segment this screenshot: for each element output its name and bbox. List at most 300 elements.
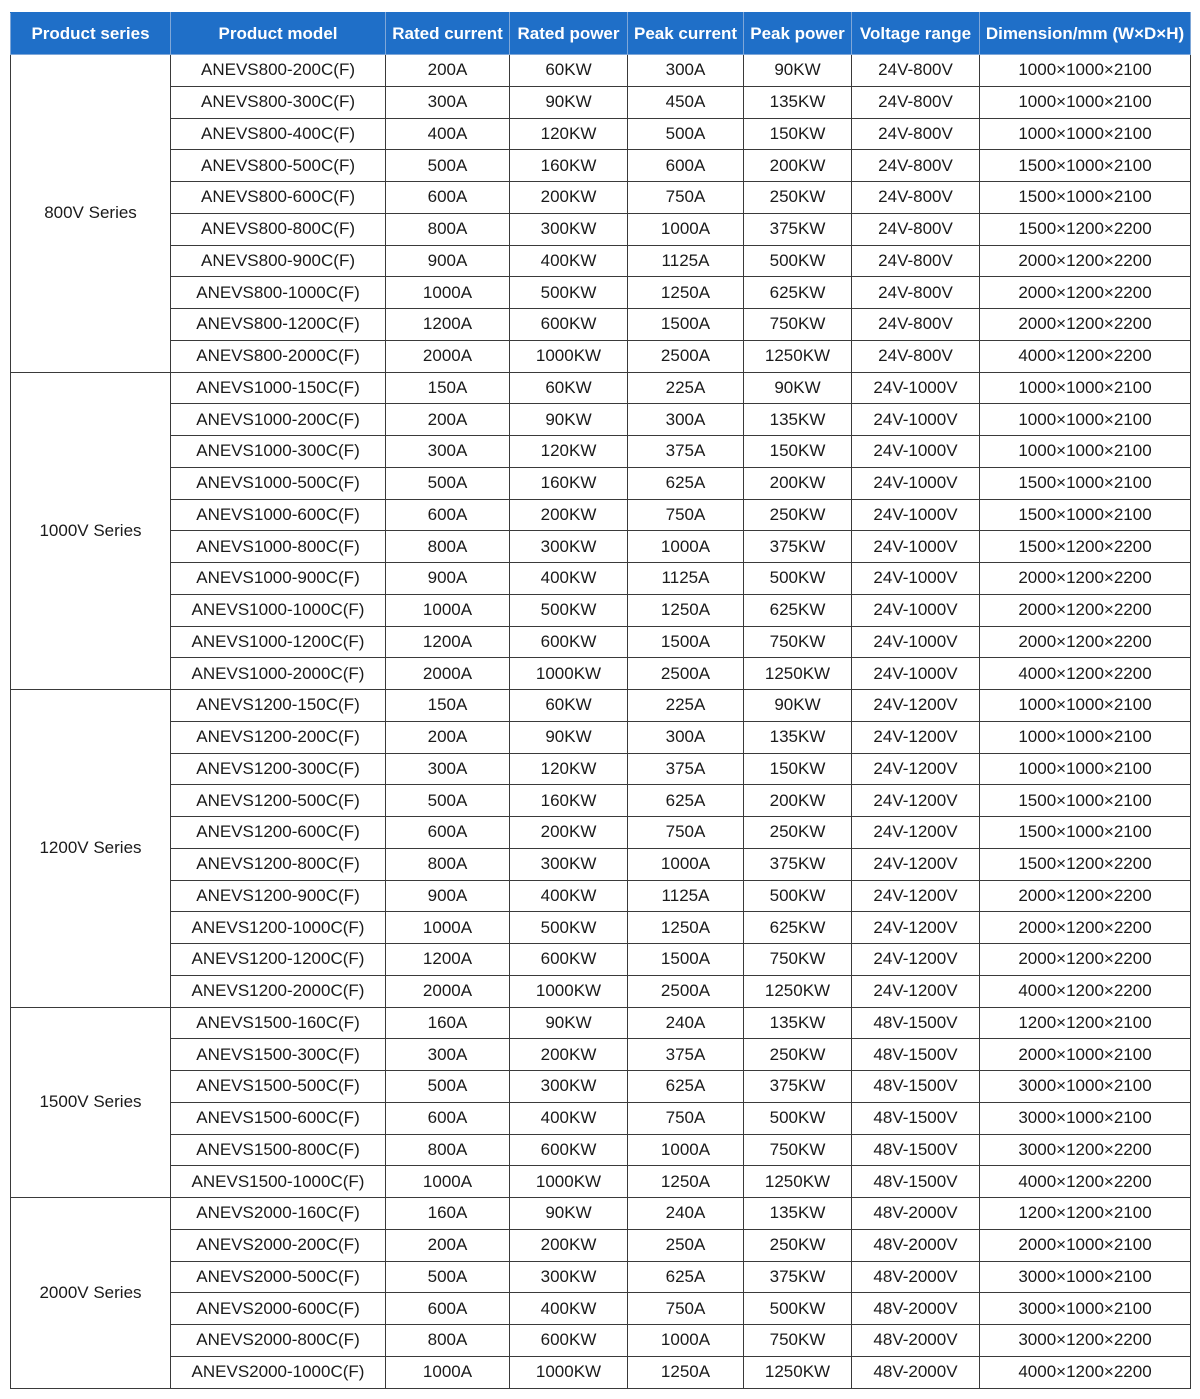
rated-power-cell: 160KW [510,150,628,182]
rated-power-cell: 90KW [510,1198,628,1230]
voltage-range-cell: 24V-1200V [852,785,980,817]
dimension-cell: 1500×1200×2200 [980,531,1191,563]
peak-current-cell: 1500A [628,626,744,658]
product-model-cell: ANEVS1000-800C(F) [171,531,386,563]
peak-power-cell: 90KW [744,372,852,404]
header-row [11,13,1191,55]
rated-current-cell: 500A [386,150,510,182]
voltage-range-cell: 24V-1200V [852,975,980,1007]
peak-power-cell: 135KW [744,721,852,753]
peak-power-cell: 375KW [744,213,852,245]
product-model-cell: ANEVS1500-160C(F) [171,1007,386,1039]
peak-current-cell: 250A [628,1229,744,1261]
voltage-range-cell: 24V-1200V [852,817,980,849]
rated-power-cell: 200KW [510,1229,628,1261]
table-row [11,1261,1191,1293]
voltage-range-cell: 48V-2000V [852,1198,980,1230]
product-model-cell: ANEVS1200-500C(F) [171,785,386,817]
peak-power-cell: 500KW [744,880,852,912]
header-voltage-range: Voltage range [852,13,980,55]
rated-power-cell: 160KW [510,467,628,499]
table-row [11,436,1191,468]
rated-current-cell: 800A [386,1134,510,1166]
voltage-range-cell: 24V-800V [852,182,980,214]
voltage-range-cell: 24V-1200V [852,721,980,753]
rated-power-cell: 600KW [510,1325,628,1357]
table-row [11,817,1191,849]
rated-power-cell: 200KW [510,499,628,531]
peak-current-cell: 625A [628,785,744,817]
peak-current-cell: 2500A [628,975,744,1007]
table-row [11,880,1191,912]
spec-table [10,12,1191,1389]
table-row [11,594,1191,626]
voltage-range-cell: 24V-1000V [852,531,980,563]
table-row [11,1229,1191,1261]
rated-power-cell: 600KW [510,626,628,658]
rated-power-cell: 90KW [510,1007,628,1039]
peak-current-cell: 625A [628,1071,744,1103]
dimension-cell: 3000×1200×2200 [980,1134,1191,1166]
table-row [11,975,1191,1007]
voltage-range-cell: 24V-1200V [852,848,980,880]
rated-current-cell: 150A [386,690,510,722]
product-model-cell: ANEVS800-2000C(F) [171,340,386,372]
header-dimension: Dimension/mm (W×D×H) [980,13,1191,55]
table-row [11,309,1191,341]
rated-current-cell: 2000A [386,340,510,372]
product-model-cell: ANEVS1200-300C(F) [171,753,386,785]
voltage-range-cell: 24V-1000V [852,658,980,690]
peak-current-cell: 1125A [628,563,744,595]
rated-current-cell: 1200A [386,944,510,976]
table-row [11,626,1191,658]
voltage-range-cell: 24V-1000V [852,594,980,626]
table-row [11,499,1191,531]
voltage-range-cell: 24V-800V [852,309,980,341]
peak-current-cell: 1000A [628,213,744,245]
peak-power-cell: 625KW [744,277,852,309]
peak-current-cell: 1250A [628,912,744,944]
peak-power-cell: 250KW [744,182,852,214]
product-model-cell: ANEVS1000-1000C(F) [171,594,386,626]
rated-power-cell: 600KW [510,944,628,976]
peak-power-cell: 200KW [744,467,852,499]
peak-current-cell: 375A [628,753,744,785]
table-row [11,1071,1191,1103]
product-series-cell: 1000V Series [11,372,171,690]
peak-power-cell: 1250KW [744,1166,852,1198]
rated-power-cell: 160KW [510,785,628,817]
rated-current-cell: 900A [386,880,510,912]
voltage-range-cell: 48V-2000V [852,1229,980,1261]
peak-power-cell: 375KW [744,531,852,563]
product-series-cell: 2000V Series [11,1198,171,1389]
table-row [11,118,1191,150]
peak-power-cell: 150KW [744,753,852,785]
peak-current-cell: 1125A [628,245,744,277]
peak-power-cell: 200KW [744,785,852,817]
rated-current-cell: 600A [386,499,510,531]
peak-current-cell: 1250A [628,594,744,626]
product-model-cell: ANEVS800-500C(F) [171,150,386,182]
voltage-range-cell: 48V-1500V [852,1102,980,1134]
voltage-range-cell: 24V-1200V [852,912,980,944]
peak-current-cell: 1000A [628,848,744,880]
product-model-cell: ANEVS2000-500C(F) [171,1261,386,1293]
peak-power-cell: 250KW [744,499,852,531]
rated-current-cell: 1000A [386,1356,510,1388]
product-model-cell: ANEVS1000-1200C(F) [171,626,386,658]
voltage-range-cell: 24V-800V [852,340,980,372]
rated-current-cell: 160A [386,1198,510,1230]
peak-power-cell: 1250KW [744,975,852,1007]
rated-current-cell: 300A [386,1039,510,1071]
table-row [11,182,1191,214]
table-row [11,467,1191,499]
dimension-cell: 2000×1200×2200 [980,880,1191,912]
rated-current-cell: 1000A [386,1166,510,1198]
voltage-range-cell: 24V-800V [852,55,980,87]
peak-current-cell: 1250A [628,1356,744,1388]
rated-current-cell: 500A [386,785,510,817]
peak-current-cell: 1000A [628,1134,744,1166]
table-row [11,1039,1191,1071]
peak-current-cell: 750A [628,182,744,214]
header-product-model: Product model [171,13,386,55]
table-row [11,690,1191,722]
table-row [11,1007,1191,1039]
product-model-cell: ANEVS1500-500C(F) [171,1071,386,1103]
product-model-cell: ANEVS800-300C(F) [171,86,386,118]
peak-current-cell: 1500A [628,309,744,341]
rated-power-cell: 300KW [510,213,628,245]
product-model-cell: ANEVS2000-600C(F) [171,1293,386,1325]
dimension-cell: 1500×1200×2200 [980,213,1191,245]
peak-power-cell: 375KW [744,1071,852,1103]
rated-current-cell: 800A [386,848,510,880]
table-row [11,785,1191,817]
voltage-range-cell: 48V-1500V [852,1039,980,1071]
rated-power-cell: 120KW [510,753,628,785]
dimension-cell: 1000×1000×2100 [980,118,1191,150]
product-model-cell: ANEVS1200-200C(F) [171,721,386,753]
dimension-cell: 2000×1000×2100 [980,1039,1191,1071]
dimension-cell: 4000×1200×2200 [980,340,1191,372]
table-row [11,1102,1191,1134]
product-model-cell: ANEVS2000-800C(F) [171,1325,386,1357]
peak-current-cell: 1125A [628,880,744,912]
peak-current-cell: 750A [628,817,744,849]
rated-power-cell: 300KW [510,1071,628,1103]
product-model-cell: ANEVS800-400C(F) [171,118,386,150]
dimension-cell: 2000×1000×2100 [980,1229,1191,1261]
header-peak-power: Peak power [744,13,852,55]
peak-power-cell: 500KW [744,245,852,277]
table-row [11,721,1191,753]
peak-current-cell: 1000A [628,531,744,563]
peak-power-cell: 750KW [744,1134,852,1166]
product-model-cell: ANEVS1000-900C(F) [171,563,386,595]
peak-current-cell: 300A [628,404,744,436]
peak-power-cell: 750KW [744,1325,852,1357]
product-series-cell: 1500V Series [11,1007,171,1198]
header-rated-power: Rated power [510,13,628,55]
voltage-range-cell: 48V-1500V [852,1166,980,1198]
table-row [11,1293,1191,1325]
rated-current-cell: 2000A [386,658,510,690]
rated-current-cell: 900A [386,563,510,595]
table-row [11,563,1191,595]
product-model-cell: ANEVS1500-600C(F) [171,1102,386,1134]
voltage-range-cell: 24V-1200V [852,753,980,785]
peak-power-cell: 500KW [744,1102,852,1134]
product-series-cell: 800V Series [11,55,171,373]
dimension-cell: 1500×1000×2100 [980,785,1191,817]
voltage-range-cell: 48V-2000V [852,1356,980,1388]
dimension-cell: 1500×1000×2100 [980,182,1191,214]
table-row [11,55,1191,87]
peak-power-cell: 750KW [744,309,852,341]
product-model-cell: ANEVS800-1200C(F) [171,309,386,341]
rated-power-cell: 90KW [510,86,628,118]
product-model-cell: ANEVS1200-800C(F) [171,848,386,880]
rated-power-cell: 200KW [510,182,628,214]
voltage-range-cell: 24V-800V [852,86,980,118]
rated-power-cell: 500KW [510,912,628,944]
peak-current-cell: 240A [628,1198,744,1230]
table-row [11,912,1191,944]
peak-power-cell: 250KW [744,1229,852,1261]
peak-current-cell: 1500A [628,944,744,976]
peak-power-cell: 375KW [744,1261,852,1293]
table-row [11,1356,1191,1388]
table-body [11,55,1191,1389]
dimension-cell: 1000×1000×2100 [980,55,1191,87]
dimension-cell: 1200×1200×2100 [980,1007,1191,1039]
rated-current-cell: 600A [386,1293,510,1325]
voltage-range-cell: 24V-1000V [852,563,980,595]
rated-current-cell: 800A [386,213,510,245]
rated-current-cell: 500A [386,1071,510,1103]
rated-power-cell: 1000KW [510,658,628,690]
dimension-cell: 3000×1200×2200 [980,1325,1191,1357]
rated-power-cell: 500KW [510,277,628,309]
voltage-range-cell: 24V-800V [852,245,980,277]
dimension-cell: 4000×1200×2200 [980,1356,1191,1388]
peak-current-cell: 240A [628,1007,744,1039]
peak-power-cell: 250KW [744,1039,852,1071]
rated-power-cell: 300KW [510,848,628,880]
voltage-range-cell: 48V-2000V [852,1293,980,1325]
peak-power-cell: 90KW [744,55,852,87]
dimension-cell: 1000×1000×2100 [980,753,1191,785]
dimension-cell: 1500×1200×2200 [980,848,1191,880]
voltage-range-cell: 24V-800V [852,150,980,182]
rated-current-cell: 500A [386,1261,510,1293]
dimension-cell: 1000×1000×2100 [980,372,1191,404]
rated-current-cell: 600A [386,182,510,214]
rated-power-cell: 500KW [510,594,628,626]
product-model-cell: ANEVS1000-500C(F) [171,467,386,499]
table-row [11,372,1191,404]
dimension-cell: 3000×1000×2100 [980,1261,1191,1293]
dimension-cell: 4000×1200×2200 [980,975,1191,1007]
dimension-cell: 1500×1000×2100 [980,817,1191,849]
peak-power-cell: 135KW [744,1198,852,1230]
product-model-cell: ANEVS800-600C(F) [171,182,386,214]
rated-power-cell: 200KW [510,817,628,849]
dimension-cell: 3000×1000×2100 [980,1102,1191,1134]
dimension-cell: 2000×1200×2200 [980,309,1191,341]
table-row [11,1166,1191,1198]
peak-current-cell: 1000A [628,1325,744,1357]
product-model-cell: ANEVS1200-150C(F) [171,690,386,722]
peak-power-cell: 375KW [744,848,852,880]
table-row [11,1134,1191,1166]
voltage-range-cell: 24V-1000V [852,467,980,499]
peak-power-cell: 1250KW [744,340,852,372]
peak-current-cell: 500A [628,118,744,150]
voltage-range-cell: 24V-1200V [852,880,980,912]
rated-power-cell: 60KW [510,372,628,404]
product-model-cell: ANEVS2000-200C(F) [171,1229,386,1261]
peak-power-cell: 250KW [744,817,852,849]
dimension-cell: 1000×1000×2100 [980,404,1191,436]
rated-current-cell: 200A [386,1229,510,1261]
dimension-cell: 1000×1000×2100 [980,721,1191,753]
peak-current-cell: 2500A [628,340,744,372]
product-model-cell: ANEVS1200-600C(F) [171,817,386,849]
rated-power-cell: 1000KW [510,975,628,1007]
product-model-cell: ANEVS1500-300C(F) [171,1039,386,1071]
peak-current-cell: 450A [628,86,744,118]
peak-current-cell: 2500A [628,658,744,690]
peak-current-cell: 1250A [628,277,744,309]
product-series-cell: 1200V Series [11,690,171,1008]
product-model-cell: ANEVS1000-300C(F) [171,436,386,468]
peak-current-cell: 225A [628,372,744,404]
voltage-range-cell: 48V-2000V [852,1261,980,1293]
rated-current-cell: 1200A [386,309,510,341]
product-model-cell: ANEVS1200-2000C(F) [171,975,386,1007]
rated-power-cell: 400KW [510,245,628,277]
dimension-cell: 2000×1200×2200 [980,626,1191,658]
dimension-cell: 1000×1000×2100 [980,690,1191,722]
voltage-range-cell: 24V-1000V [852,372,980,404]
rated-power-cell: 300KW [510,1261,628,1293]
table-row [11,753,1191,785]
rated-power-cell: 600KW [510,309,628,341]
rated-current-cell: 1000A [386,594,510,626]
rated-current-cell: 800A [386,1325,510,1357]
peak-power-cell: 1250KW [744,1356,852,1388]
dimension-cell: 2000×1200×2200 [980,944,1191,976]
header-product-series: Product series [11,13,171,55]
table-row [11,213,1191,245]
peak-current-cell: 625A [628,467,744,499]
dimension-cell: 1200×1200×2100 [980,1198,1191,1230]
product-model-cell: ANEVS1500-800C(F) [171,1134,386,1166]
table-row [11,245,1191,277]
product-model-cell: ANEVS1200-1000C(F) [171,912,386,944]
dimension-cell: 3000×1000×2100 [980,1293,1191,1325]
peak-power-cell: 90KW [744,690,852,722]
voltage-range-cell: 48V-1500V [852,1071,980,1103]
peak-current-cell: 300A [628,721,744,753]
peak-power-cell: 150KW [744,118,852,150]
product-model-cell: ANEVS1000-150C(F) [171,372,386,404]
peak-power-cell: 135KW [744,1007,852,1039]
dimension-cell: 2000×1200×2200 [980,912,1191,944]
rated-current-cell: 300A [386,753,510,785]
rated-current-cell: 200A [386,721,510,753]
rated-power-cell: 60KW [510,55,628,87]
rated-power-cell: 1000KW [510,340,628,372]
table-row [11,277,1191,309]
rated-current-cell: 600A [386,1102,510,1134]
voltage-range-cell: 24V-1000V [852,436,980,468]
table-row [11,150,1191,182]
voltage-range-cell: 24V-800V [852,118,980,150]
peak-power-cell: 750KW [744,944,852,976]
rated-power-cell: 600KW [510,1134,628,1166]
peak-power-cell: 750KW [744,626,852,658]
dimension-cell: 2000×1200×2200 [980,594,1191,626]
header-rated-current: Rated current [386,13,510,55]
peak-current-cell: 750A [628,499,744,531]
rated-current-cell: 800A [386,531,510,563]
rated-current-cell: 1200A [386,626,510,658]
rated-current-cell: 2000A [386,975,510,1007]
table-row [11,531,1191,563]
rated-power-cell: 400KW [510,1293,628,1325]
product-model-cell: ANEVS800-200C(F) [171,55,386,87]
table-row [11,340,1191,372]
rated-current-cell: 500A [386,467,510,499]
product-model-cell: ANEVS1000-2000C(F) [171,658,386,690]
voltage-range-cell: 24V-1200V [852,690,980,722]
rated-current-cell: 200A [386,55,510,87]
dimension-cell: 1000×1000×2100 [980,86,1191,118]
peak-power-cell: 625KW [744,594,852,626]
voltage-range-cell: 24V-800V [852,213,980,245]
table-row [11,86,1191,118]
peak-current-cell: 600A [628,150,744,182]
rated-power-cell: 60KW [510,690,628,722]
peak-power-cell: 135KW [744,404,852,436]
product-model-cell: ANEVS1500-1000C(F) [171,1166,386,1198]
voltage-range-cell: 48V-1500V [852,1007,980,1039]
dimension-cell: 4000×1200×2200 [980,658,1191,690]
dimension-cell: 1500×1000×2100 [980,467,1191,499]
table-row [11,1198,1191,1230]
product-model-cell: ANEVS1200-1200C(F) [171,944,386,976]
rated-current-cell: 200A [386,404,510,436]
product-model-cell: ANEVS1000-600C(F) [171,499,386,531]
peak-current-cell: 225A [628,690,744,722]
peak-current-cell: 750A [628,1293,744,1325]
peak-current-cell: 300A [628,55,744,87]
voltage-range-cell: 48V-1500V [852,1134,980,1166]
voltage-range-cell: 24V-800V [852,277,980,309]
voltage-range-cell: 24V-1000V [852,499,980,531]
rated-current-cell: 150A [386,372,510,404]
dimension-cell: 1000×1000×2100 [980,436,1191,468]
rated-power-cell: 400KW [510,563,628,595]
rated-power-cell: 300KW [510,531,628,563]
peak-power-cell: 200KW [744,150,852,182]
